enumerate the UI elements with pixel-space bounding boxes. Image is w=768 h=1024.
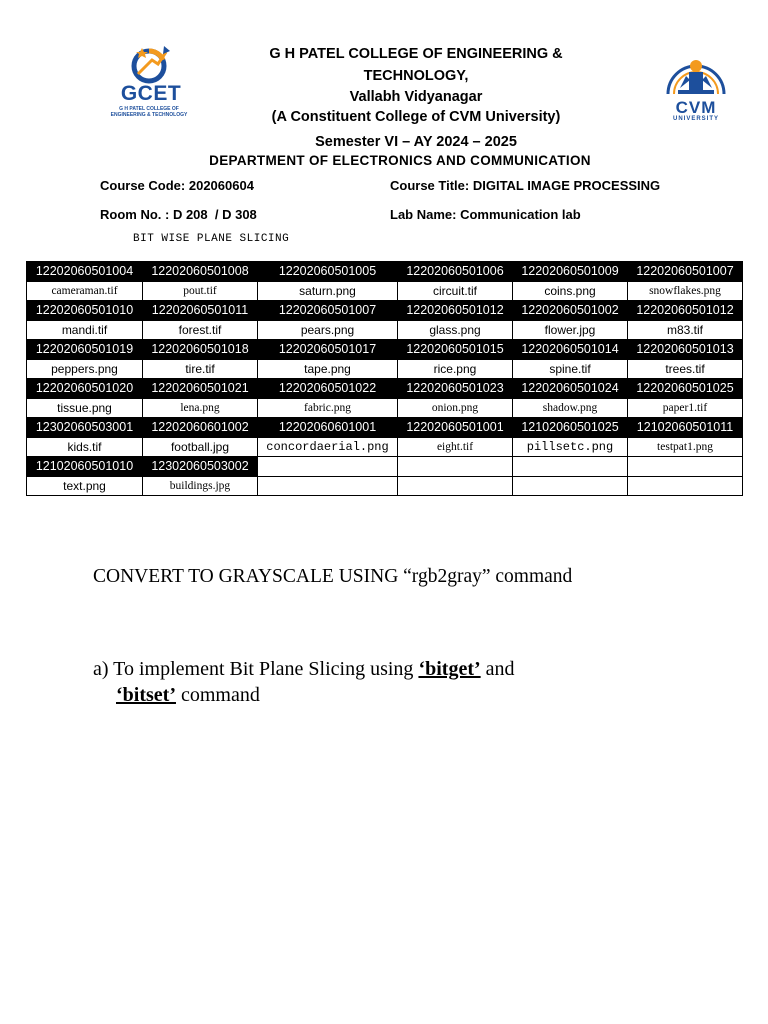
college-constituent: (A Constituent College of CVM University) bbox=[271, 109, 561, 125]
image-filename-cell: trees.tif bbox=[628, 359, 743, 379]
roll-number-cell: 12202060501011 bbox=[143, 301, 258, 321]
image-filename-cell: circuit.tif bbox=[398, 281, 513, 301]
lab-name bbox=[390, 207, 581, 222]
roll-number-cell: 12202060501004 bbox=[27, 262, 143, 282]
filename-row bbox=[27, 281, 743, 301]
image-filename-cell: saturn.png bbox=[258, 281, 398, 301]
college-name-line2: TECHNOLOGY, bbox=[363, 68, 469, 84]
image-filename-cell: buildings.jpg bbox=[143, 476, 258, 496]
cvm-logo-sub: UNIVERSITY bbox=[672, 116, 719, 122]
roll-number-cell: 12202060601002 bbox=[143, 418, 258, 438]
cvm-logo-text: CVM bbox=[675, 98, 717, 117]
roll-number-cell: 12202060501018 bbox=[143, 340, 258, 360]
cvm-logo bbox=[658, 50, 734, 126]
roll-number-cell bbox=[628, 457, 743, 477]
filename-row bbox=[27, 437, 743, 457]
task-a-bitget: ‘bitget’ bbox=[418, 658, 481, 680]
room-number bbox=[100, 207, 257, 222]
image-filename-cell: spine.tif bbox=[513, 359, 628, 379]
task-a-and: and bbox=[480, 658, 515, 680]
image-filename-cell: lena.png bbox=[143, 398, 258, 418]
roll-number-cell: 12102060501010 bbox=[27, 457, 143, 477]
roll-number-cell: 12202060501008 bbox=[143, 262, 258, 282]
image-filename-cell: pears.png bbox=[258, 320, 398, 340]
image-filename-cell: tissue.png bbox=[27, 398, 143, 418]
image-filename-cell: tire.tif bbox=[143, 359, 258, 379]
gcet-logo bbox=[108, 42, 190, 120]
college-city: Vallabh Vidyanagar bbox=[349, 89, 483, 105]
image-filename-cell: peppers.png bbox=[27, 359, 143, 379]
roll-number-cell: 12202060501023 bbox=[398, 379, 513, 399]
roll-number-cell: 12202060501022 bbox=[258, 379, 398, 399]
course-title-label: Course Title: bbox=[390, 178, 470, 193]
image-filename-cell: cameraman.tif bbox=[27, 281, 143, 301]
roll-number-cell bbox=[398, 457, 513, 477]
image-filename-cell: paper1.tif bbox=[628, 398, 743, 418]
image-filename-cell: glass.png bbox=[398, 320, 513, 340]
image-filename-cell bbox=[398, 476, 513, 496]
roll-number-cell: 12202060501006 bbox=[398, 262, 513, 282]
image-filename-cell: testpat1.png bbox=[628, 437, 743, 457]
roll-number-cell: 12202060501020 bbox=[27, 379, 143, 399]
experiment-title: BIT WISE PLANE SLICING bbox=[133, 233, 290, 245]
image-filename-cell: eight.tif bbox=[398, 437, 513, 457]
filename-row bbox=[27, 476, 743, 496]
image-filename-cell: mandi.tif bbox=[27, 320, 143, 340]
filename-row bbox=[27, 320, 743, 340]
room-label: Room No. : bbox=[100, 207, 170, 222]
roll-number-cell: 12102060501025 bbox=[513, 418, 628, 438]
course-code bbox=[100, 178, 254, 193]
lab-value: Communication lab bbox=[460, 207, 581, 222]
id-row bbox=[27, 301, 743, 321]
image-filename-cell bbox=[513, 476, 628, 496]
roll-number-cell: 12202060501002 bbox=[513, 301, 628, 321]
roll-number-cell bbox=[513, 457, 628, 477]
image-filename-cell: forest.tif bbox=[143, 320, 258, 340]
id-row bbox=[27, 340, 743, 360]
image-filename-cell: m83.tif bbox=[628, 320, 743, 340]
roll-number-cell: 12102060501011 bbox=[628, 418, 743, 438]
roll-number-cell: 12202060501014 bbox=[513, 340, 628, 360]
roll-number-cell: 12202060501025 bbox=[628, 379, 743, 399]
gcet-logo-sub2: ENGINEERING & TECHNOLOGY bbox=[110, 112, 188, 118]
assignment-table-body bbox=[27, 262, 743, 496]
gcet-logo-sub1: G H PATEL COLLEGE OF bbox=[119, 106, 179, 112]
image-filename-cell: pout.tif bbox=[143, 281, 258, 301]
roll-number-cell: 12202060501007 bbox=[628, 262, 743, 282]
id-row bbox=[27, 379, 743, 399]
filename-row bbox=[27, 359, 743, 379]
filename-row bbox=[27, 398, 743, 418]
image-filename-cell: fabric.png bbox=[258, 398, 398, 418]
image-filename-cell: snowflakes.png bbox=[628, 281, 743, 301]
image-filename-cell: kids.tif bbox=[27, 437, 143, 457]
course-code-label: Course Code: bbox=[100, 178, 186, 193]
roll-number-cell: 12202060501007 bbox=[258, 301, 398, 321]
roll-number-cell: 12202060501021 bbox=[143, 379, 258, 399]
roll-number-cell: 12202060501012 bbox=[628, 301, 743, 321]
image-filename-cell: onion.png bbox=[398, 398, 513, 418]
room-value: D 208 / D 308 bbox=[172, 207, 257, 222]
roll-number-cell bbox=[258, 457, 398, 477]
semester-line: Semester VI – AY 2024 – 2025 bbox=[315, 134, 517, 150]
course-code-value: 202060604 bbox=[188, 178, 254, 193]
roll-number-cell: 12302060503001 bbox=[27, 418, 143, 438]
roll-number-cell: 12202060501009 bbox=[513, 262, 628, 282]
roll-number-cell: 12202060501001 bbox=[398, 418, 513, 438]
id-row bbox=[27, 418, 743, 438]
course-title-value: DIGITAL IMAGE PROCESSING bbox=[472, 178, 661, 193]
course-title bbox=[390, 178, 660, 193]
image-filename-cell: rice.png bbox=[398, 359, 513, 379]
task-a-bitset: ‘bitset’ bbox=[116, 684, 176, 706]
roll-number-cell: 12302060503002 bbox=[143, 457, 258, 477]
roll-number-cell: 12202060501024 bbox=[513, 379, 628, 399]
college-name-line1: G H PATEL COLLEGE OF ENGINEERING & bbox=[269, 46, 563, 62]
roll-number-cell: 12202060501013 bbox=[628, 340, 743, 360]
roll-number-cell: 12202060501019 bbox=[27, 340, 143, 360]
lab-label: Lab Name: bbox=[390, 207, 457, 222]
roll-number-cell: 12202060601001 bbox=[258, 418, 398, 438]
task-a-suffix: command bbox=[175, 684, 260, 706]
image-filename-cell bbox=[628, 476, 743, 496]
image-filename-cell: pillsetc.png bbox=[513, 437, 628, 457]
image-filename-cell bbox=[258, 476, 398, 496]
cvm-emblem-icon bbox=[658, 50, 734, 104]
department-line: DEPARTMENT OF ELECTRONICS AND COMMUNICATION bbox=[209, 153, 591, 168]
image-filename-cell: text.png bbox=[27, 476, 143, 496]
image-filename-cell: concordaerial.png bbox=[258, 437, 398, 457]
gcet-logo-text: GCET bbox=[120, 82, 182, 105]
image-filename-cell: tape.png bbox=[258, 359, 398, 379]
assignment-table bbox=[26, 261, 743, 496]
roll-number-cell: 12202060501015 bbox=[398, 340, 513, 360]
id-row bbox=[27, 262, 743, 282]
image-filename-cell: coins.png bbox=[513, 281, 628, 301]
id-row bbox=[27, 457, 743, 477]
convert-instruction: CONVERT TO GRAYSCALE USING “rgb2gray” command bbox=[93, 566, 573, 587]
roll-number-cell: 12202060501017 bbox=[258, 340, 398, 360]
roll-number-cell: 12202060501012 bbox=[398, 301, 513, 321]
image-filename-cell: shadow.png bbox=[513, 398, 628, 418]
task-a bbox=[93, 656, 653, 708]
roll-number-cell: 12202060501010 bbox=[27, 301, 143, 321]
roll-number-cell: 12202060501005 bbox=[258, 262, 398, 282]
image-filename-cell: football.jpg bbox=[143, 437, 258, 457]
task-a-prefix: a) To implement Bit Plane Slicing using bbox=[93, 658, 419, 680]
image-filename-cell: flower.jpg bbox=[513, 320, 628, 340]
